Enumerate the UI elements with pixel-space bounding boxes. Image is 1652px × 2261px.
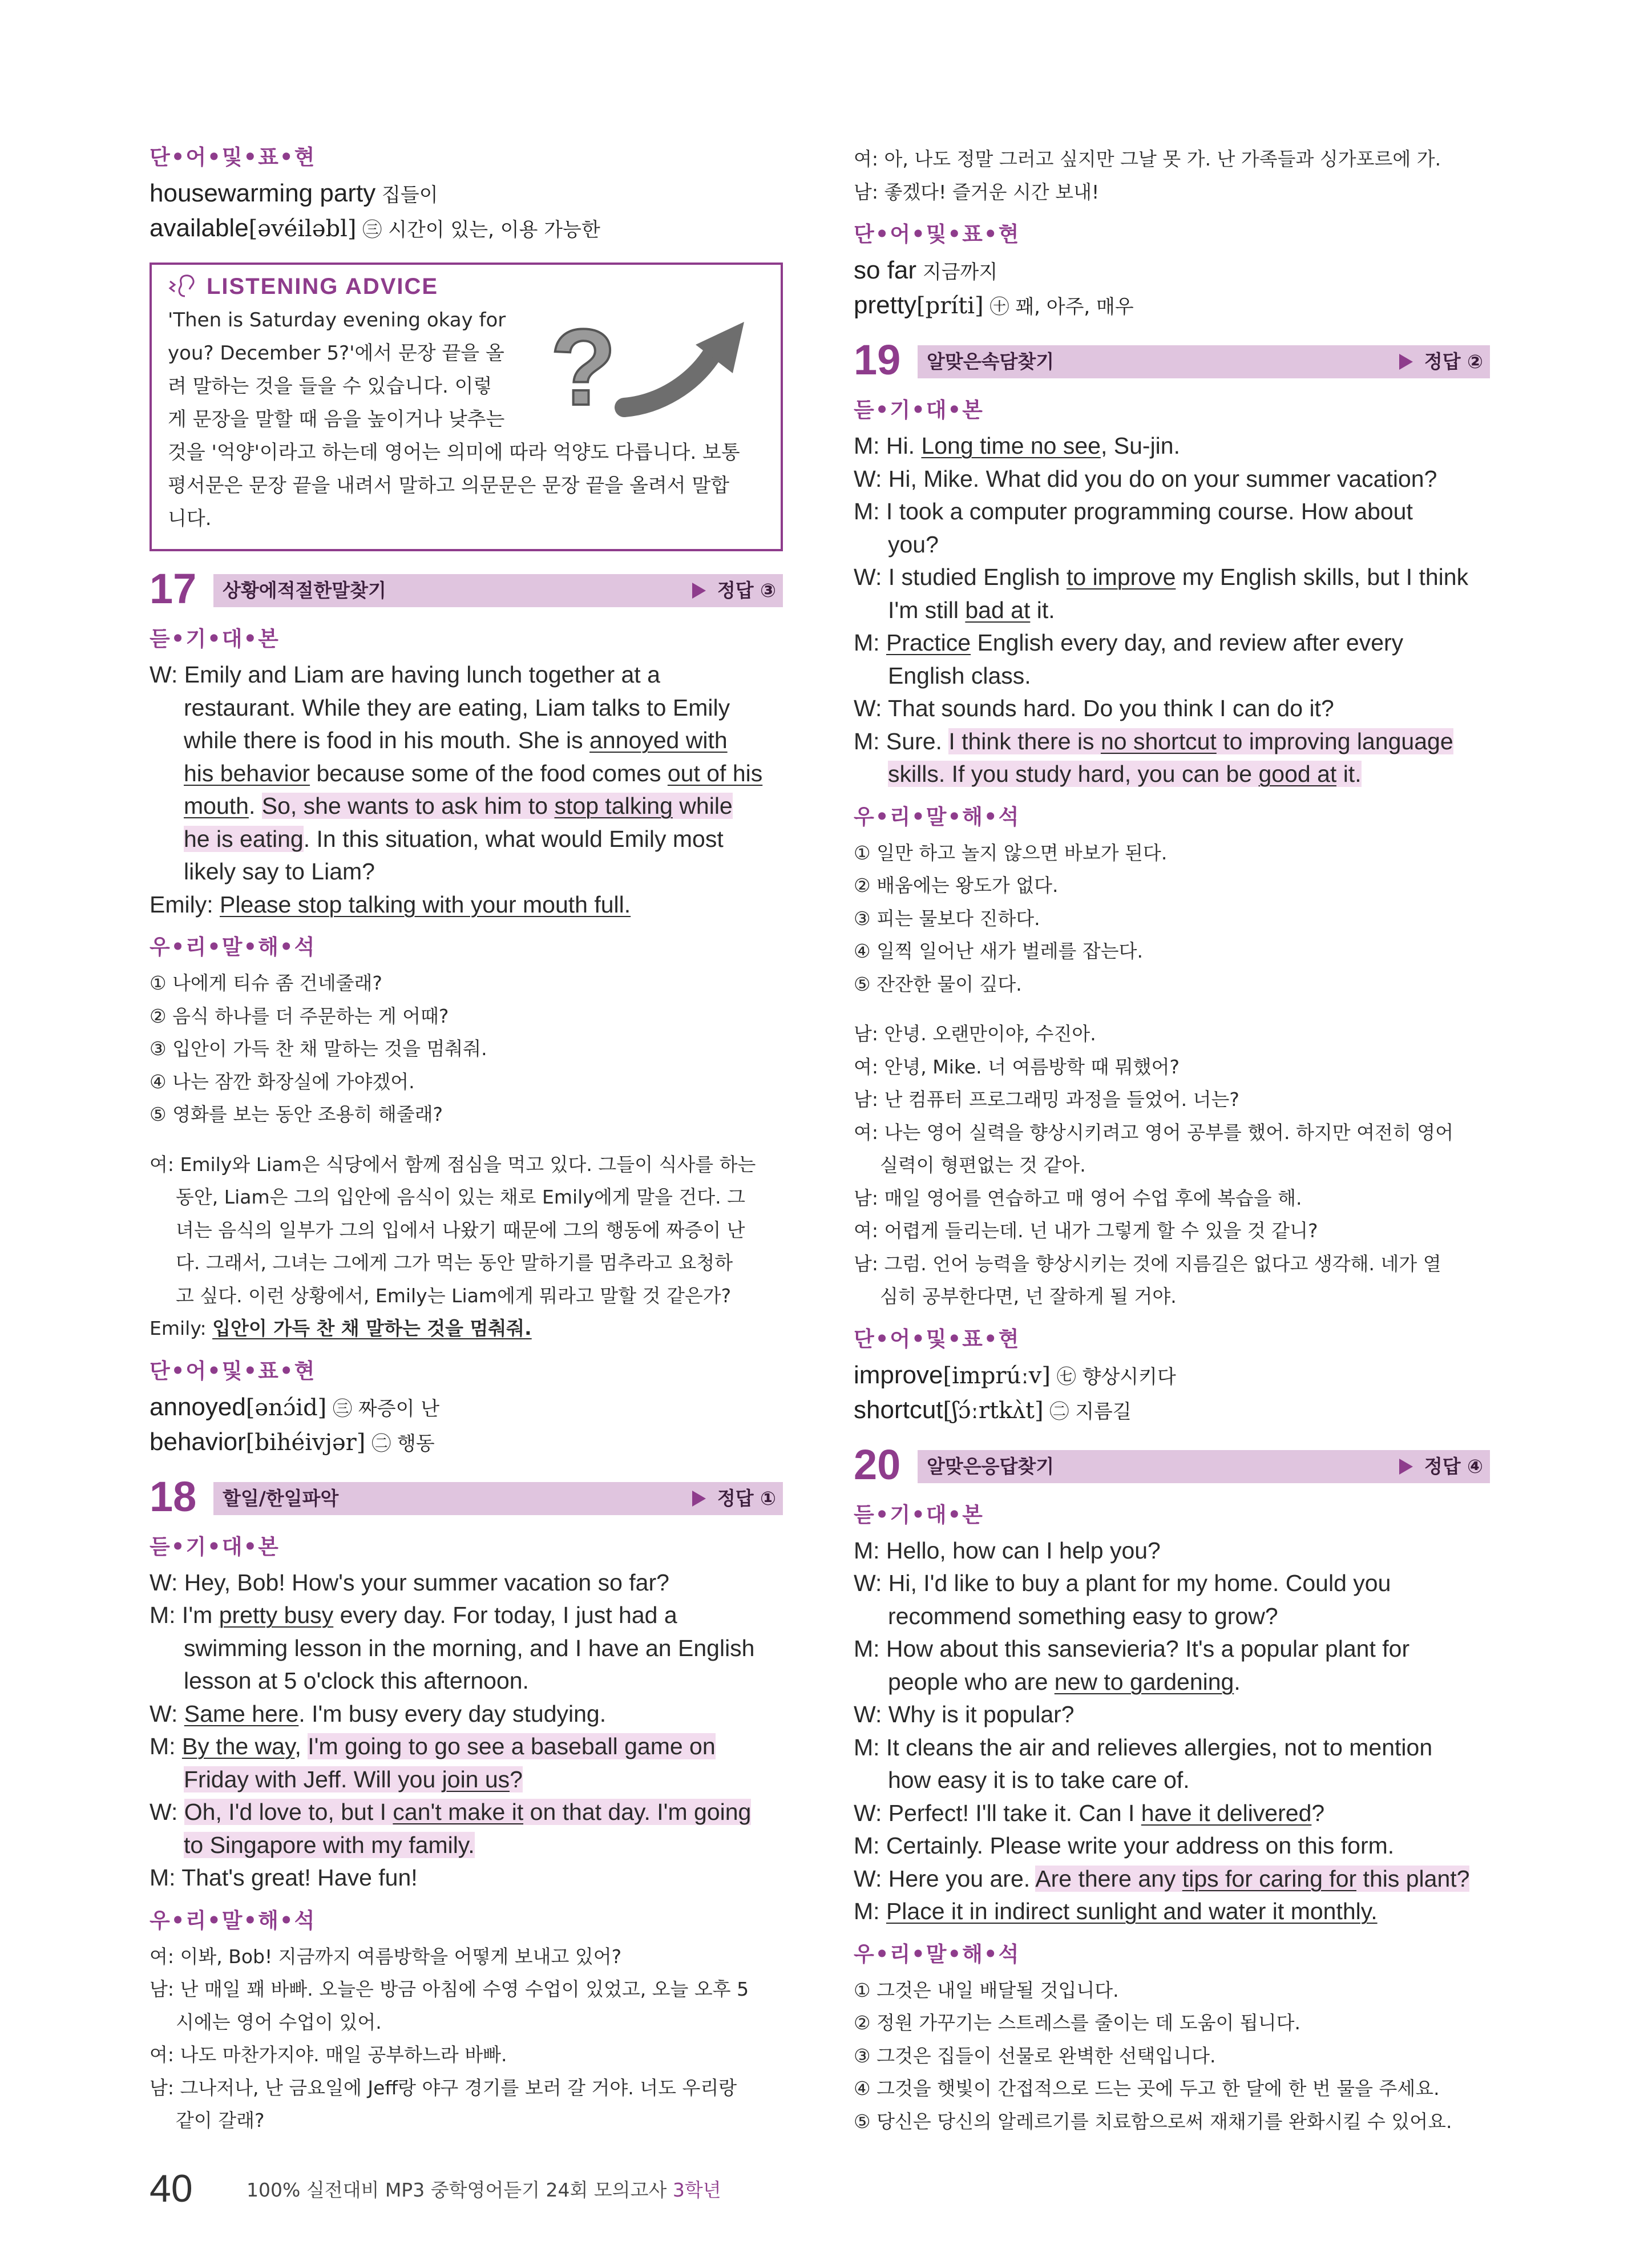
text-line [854,1666,1490,1699]
text-span: M: Certainly. Please write your address on this form. [854,1832,1395,1859]
text-span: W: I studied English [854,564,1067,590]
text-span: 심히 공부한다면, 넌 잘하게 될 거야. [880,1285,1177,1307]
underlined-text: Long time no see [921,433,1101,459]
vocab-entry [150,177,783,212]
text-line [150,1599,783,1632]
answer-label [692,1482,776,1515]
vocab-entry [150,212,783,247]
text-line [854,463,1490,496]
text-span: 같이 갈래? [176,2109,265,2131]
text-span: 여: 어렵게 들리는데. 넌 내가 그렇게 할 수 있을 것 같니? [854,1220,1318,1242]
text-line [150,757,783,790]
text-line [150,823,783,856]
text-line [854,1018,1490,1051]
text-line [854,528,1490,562]
text-line [854,1895,1490,1928]
text-line [854,1830,1490,1863]
text-span: 남: 난 컴퓨터 프로그래밍 과정을 들었어. 너는? [854,1088,1239,1111]
vocab-meaning: ㊂ 짜증이 난 [326,1397,440,1420]
underlined-text: have it delivered [1141,1799,1312,1826]
highlighted-text: stop talking [554,793,673,819]
highlighted-text: tips for caring for [1182,1865,1357,1892]
vocab-phonetic: [əvéiləbl] [248,216,357,242]
text-line [150,1862,783,1895]
ear-icon [168,273,200,300]
vocab-label: 단•어•및•표•현 [854,1326,1020,1351]
question-number: 18 [150,1472,197,1520]
vocab-entry [150,1426,783,1460]
vocab-phonetic: [bihéivjər] [245,1429,366,1456]
question-arrow-illustration [539,310,767,425]
text-span: W: Emily and Liam are having lunch together at a [150,661,660,688]
text-line [150,1566,783,1600]
q20-options [854,1974,1490,2138]
text-span: swimming lesson in the morning, and I have an English [184,1634,755,1661]
book-title [247,2176,721,2205]
text-line [150,1246,783,1279]
text-line [854,692,1490,725]
text-span: ? [1311,1799,1325,1826]
text-line [150,724,783,757]
highlighted-text: to improving language [1216,728,1453,754]
underlined-text: pretty busy [219,1602,334,1628]
text-line [150,2104,783,2137]
text-line [854,1797,1490,1830]
answer-option: ⑤ 잔잔한 물이 깊다. [854,972,1022,995]
text-span: how easy it is to take care of. [888,1767,1190,1793]
advice-line: 려 말하는 것을 들을 수 있습니다. 이렇 [168,375,492,398]
vocab-phonetic: [ʃɔ́ːrtkʌ̀t] [943,1397,1044,1424]
text-span: M: How about this sansevieria? It's a popular plant for [854,1636,1410,1662]
text-line [854,1567,1490,1600]
answer-option: ① 나에게 티슈 좀 건네줄래? [150,972,382,994]
vocab-meaning: ㊆ 향상시키다 [1051,1365,1176,1388]
text-line [150,1312,783,1345]
text-line [150,1763,783,1796]
vocab-meaning: 지금까지 [916,261,998,284]
answer-option: ③ 그것은 집들이 선물로 완벽한 선택입니다. [854,2044,1216,2067]
underlined-text: 입안이 가득 찬 채 말하는 것을 멈춰줘. [212,1317,532,1339]
vocab-word: so far [854,256,917,284]
highlighted-text: no shortcut [1100,728,1217,754]
text-line [854,1051,1490,1084]
text-line [854,1764,1490,1797]
text-span: it. [1030,596,1055,623]
question-19-header [854,336,1490,385]
text-span: M: It cleans the air and relieves allergies, not to mention [854,1734,1433,1761]
left-column [150,143,783,2137]
answer-option: ④ 일찍 일어난 새가 벌레를 잡는다. [854,940,1143,962]
listening-advice-heading [168,269,765,304]
vocab-entry [854,289,1490,324]
advice-line: 'Then is Saturday evening okay for [168,309,506,332]
text-line [854,430,1490,463]
text-span: W: [150,1700,184,1727]
triangle-icon [692,1491,706,1507]
text-span: M: [854,629,886,656]
question-type: 할일/한일파악 [223,1487,339,1509]
highlighted-text: So, she wants to ask him to [261,793,555,819]
vocab-meaning: ㊁ 지름길 [1043,1400,1132,1423]
vocab-label: 단•어•및•표•현 [854,222,1020,247]
triangle-icon [1399,1459,1413,1475]
text-span: W: Hey, Bob! How's your summer vacation so far? [150,1569,669,1596]
question-type: 상황에적절한말찾기 [223,579,386,601]
underlined-text: Place it in indirect sunlight and water it monthly. [886,1898,1378,1924]
text-span: 남: 그나저나, 난 금요일에 Jeff랑 야구 경기를 보러 갈 거야. 너도 우리랑 [150,2076,737,2099]
text-span: 녀는 음식의 일부가 그의 입에서 나왔기 때문에 그의 행동에 짜증이 난 [176,1218,745,1241]
text-span: W: Hi, I'd like to buy a plant for my home. Could you [854,1570,1391,1596]
question-18-header [150,1472,783,1522]
question-number: 20 [854,1440,901,1488]
text-span: you? [888,531,939,558]
text-span: restaurant. While they are eating, Liam talks to Emily [184,694,730,721]
q17-vocab [150,1391,783,1460]
text-span: Emily: [150,1317,213,1339]
text-line [854,1083,1490,1116]
text-line [854,1116,1490,1149]
highlighted-text: ? [510,1766,523,1792]
vocab-entry [854,254,1490,289]
text-span: 실력이 형편없는 것 같아. [880,1154,1086,1176]
answer-label [1399,345,1483,378]
answer-label [1399,1450,1483,1483]
text-span: English every day, and review after every [971,629,1404,656]
underlined-text: his behavior [184,760,310,786]
answer-option: ⑤ 당신은 당신의 알레르기를 치료함으로써 재채기를 완화시킬 수 있어요. [854,2110,1452,2133]
question-20-header [854,1440,1490,1490]
text-line [854,1600,1490,1633]
vocab-meaning: 집들이 [375,184,438,207]
text-line [854,660,1490,693]
underlined-text: new to gardening [1054,1668,1234,1695]
text-line [150,1665,783,1698]
vocab-entry [854,1359,1490,1394]
text-line [150,2038,783,2072]
text-line [150,1279,783,1313]
text-span: W: Perfect! I'll take it. Can I [854,1799,1141,1826]
vocab-entry [150,1391,783,1426]
text-line [150,1181,783,1214]
answer-text: 정답 ① [717,1487,776,1509]
text-span: 여: 이봐, Bob! 지금까지 여름방학을 어떻게 보내고 있어? [150,1945,622,1968]
text-span: 여: 아, 나도 정말 그러고 싶지만 그날 못 가. 난 가족들과 싱가포르에 가. [854,148,1441,170]
text-span: 시에는 영어 수업이 있어. [176,2010,382,2033]
script-label: 듣•기•대•본 [854,398,984,422]
listening-advice-title: LISTENING ADVICE [207,274,439,299]
vocab-word: improve [854,1360,943,1389]
text-span: 동안, Liam은 그의 입안에 음식이 있는 채로 Emily에게 말을 건다. 그 [176,1186,745,1208]
text-span: 고 싶다. 이런 상황에서, Emily는 Liam에게 뭐라고 말할 것 같은가? [176,1284,732,1307]
vocab-meaning: ㊁ 행동 [365,1432,435,1455]
text-line [854,1247,1490,1281]
question-type: 알맞은응답찾기 [927,1455,1055,1477]
text-span: likely say to Liam? [184,858,375,885]
text-span: 다. 그래서, 그녀는 그에게 그가 먹는 동안 말하기를 멈추라고 요청하 [176,1251,733,1274]
q18-script [150,1566,783,1895]
answer-option: ① 일만 하고 놀지 않으면 바보가 된다. [854,841,1168,864]
vocab-meaning: ㊂ 시간이 있는, 이용 가능한 [356,219,600,241]
triangle-icon [1399,354,1413,370]
text-span: 여: Emily와 Liam은 식당에서 함께 점심을 먹고 있다. 그들이 식사를 하는 [150,1153,756,1176]
highlighted-text: good at [1258,761,1337,787]
vocab-word: behavior [150,1427,246,1456]
text-span: M: Hi. [854,433,922,459]
underlined-text: Practice [886,629,971,656]
text-line [854,1280,1490,1313]
q18-translation [150,1940,783,2137]
text-line [150,1632,783,1665]
answer-label [692,574,776,607]
q17-options [150,967,783,1131]
question-mark-icon: ? [550,310,617,425]
book-name: 100% 실전대비 MP3 중학영어듣기 24회 모의고사 [247,2179,667,2201]
text-line [150,1214,783,1247]
text-line [854,1863,1490,1896]
vocab-section [150,143,783,247]
highlighted-text: it. [1336,761,1362,787]
grade-label: 3학년 [672,2179,721,2201]
text-span: 여: 나도 마찬가지야. 매일 공부하느라 바빠. [150,2044,507,2066]
vocab-label: 단•어•및•표•현 [150,1358,316,1383]
text-span: M: [854,1898,886,1924]
text-line [150,889,783,922]
text-line [854,1698,1490,1731]
q18-translation-continued [854,143,1490,208]
vocab-label: 단•어•및•표•현 [150,145,316,169]
translation-label: 우•리•말•해•석 [854,1941,1020,1967]
q17-script [150,659,783,921]
text-span: . [248,793,262,819]
text-line [150,790,783,823]
q19-translation [854,1018,1490,1313]
q20-script [854,1535,1490,1928]
answer-option: ① 그것은 내일 배달될 것입니다. [854,1979,1119,2001]
answer-option: ④ 그것을 햇빛이 간접적으로 드는 곳에 두고 한 달에 한 번 물을 주세요. [854,2077,1440,2100]
translation-label: 우•리•말•해•석 [150,935,316,959]
text-span: lesson at 5 o'clock this afternoon. [184,1668,529,1694]
text-line [854,176,1490,209]
text-span: 남: 좋겠다! 즐거운 시간 보내! [854,180,1100,203]
text-span: M: [150,1733,182,1759]
text-line [854,758,1490,791]
text-line [854,1214,1490,1247]
text-line [150,855,783,889]
advice-line: 것을 '억양'이라고 하는데 영어는 의미에 따라 억양도 다릅니다. 보통 [168,441,740,464]
question-type: 알맞은속담찾기 [927,350,1055,373]
text-span: English class. [888,662,1031,689]
underlined-text: bad at [965,596,1031,623]
script-label: 듣•기•대•본 [854,1502,984,1527]
text-span: people who are [888,1668,1055,1695]
q19-options [854,837,1490,1001]
advice-line: 게 문장을 말할 때 음을 높이거나 낮추는 [168,408,505,431]
triangle-icon [692,583,706,599]
text-span: M: I'm [150,1602,219,1628]
answer-option: ② 배움에는 왕도가 없다. [854,874,1059,897]
advice-line: you? December 5?'에서 문장 끝을 올 [168,342,504,365]
text-line [854,627,1490,660]
text-line [150,1698,783,1731]
underlined-text: mouth [184,793,249,819]
highlighted-text: can't make it [393,1799,524,1825]
underlined-text: Same here [184,1700,299,1727]
text-line [854,1731,1490,1765]
rising-arrow-icon [624,322,744,407]
vocab-word: available [150,214,249,242]
q19-vocab [854,1359,1490,1428]
advice-line: 니다. [168,507,212,530]
text-span: recommend something easy to grow? [888,1602,1278,1629]
text-line [150,1148,783,1181]
text-span: 남: 그럼. 언어 능력을 향상시키는 것에 지름길은 없다고 생각해. 네가 열 [854,1252,1441,1275]
underlined-text: annoyed with [589,727,728,753]
question-number: 19 [854,336,901,383]
text-span: W: [150,1799,184,1825]
text-span: M: Sure. [854,728,949,754]
text-line [854,561,1490,594]
text-span: because some of the food comes [310,760,668,786]
underlined-text: By the way [181,1733,295,1759]
answer-option: ③ 피는 물보다 진하다. [854,907,1040,930]
highlighted-text: skills. If you study hard, you can be [888,761,1259,787]
text-line [854,495,1490,528]
text-span: every day. For today, I just had a [333,1602,677,1628]
text-line [854,143,1490,176]
text-span: . I'm busy every day studying. [298,1700,607,1727]
text-span: my English skills, but I think [1176,564,1469,590]
answer-option: ④ 나는 잠깐 화장실에 가야겠어. [150,1070,415,1093]
answer-text: 정답 ② [1424,350,1483,373]
answer-option: ② 정원 가꾸기는 스트레스를 줄이는 데 도움이 됩니다. [854,2012,1300,2034]
text-line [150,1829,783,1862]
text-span: Emily: [150,891,220,918]
highlighted-text: Are there any [1035,1865,1182,1892]
page-number: 40 [150,2167,193,2210]
answer-option: ③ 입안이 가득 찬 채 말하는 것을 멈춰줘. [150,1037,487,1060]
answer-text: 정답 ④ [1424,1455,1483,1477]
highlighted-text: on that day. I'm going [523,1799,752,1825]
highlighted-text: he is eating [184,825,304,852]
question-number: 17 [150,565,197,612]
answer-option: ② 음식 하나를 더 주문하는 게 어때? [150,1004,449,1027]
text-line [150,2006,783,2039]
text-line [854,1149,1490,1182]
vocab-word: annoyed [150,1392,246,1421]
script-label: 듣•기•대•본 [150,1534,280,1559]
text-line [150,1730,783,1763]
listening-advice-box [150,263,783,551]
vocab-list [150,177,783,247]
vocab-entry [854,1394,1490,1428]
text-line [150,1973,783,2006]
translation-label: 우•리•말•해•석 [150,1908,316,1933]
answer-text: 정답 ③ [717,579,776,601]
vocab-phonetic: [ənɔ́id] [245,1394,327,1421]
highlighted-text: join us [442,1766,510,1792]
text-line [854,1182,1490,1215]
vocab-word: shortcut [854,1395,943,1424]
text-span: I'm still [888,596,966,623]
text-line [150,1940,783,1973]
vocab-phonetic: [imprúːv] [943,1362,1051,1389]
text-span: , Su-jin. [1100,433,1180,459]
text-span: W: That sounds hard. Do you think I can do it? [854,695,1334,721]
highlighted-text: this plant? [1356,1865,1470,1892]
text-line [150,1796,783,1829]
underlined-text: to improve [1066,564,1176,590]
vocab-meaning: ㊉ 꽤, 아주, 매우 [983,296,1134,318]
text-line [854,594,1490,627]
text-span: M: I took a computer programming course. How about [854,498,1413,524]
text-span: 남: 안녕. 오랜만이야, 수진아. [854,1023,1096,1045]
text-line [854,1535,1490,1568]
text-span: while there is food in his mouth. She is [184,727,590,753]
text-line [150,659,783,692]
vocab-word: housewarming party [150,179,376,207]
highlighted-text: to Singapore with my family. [184,1831,475,1858]
text-span: W: Here you are. [854,1865,1036,1892]
underlined-text: out of his [667,760,763,786]
text-line [854,1633,1490,1666]
text-span: . In this situation, what would Emily most [303,825,724,852]
text-line [150,692,783,725]
answer-option: ⑤ 영화를 보는 동안 조용히 해줄래? [150,1103,443,1125]
underlined-text: Please stop talking with your mouth full. [220,891,631,918]
text-line [854,725,1490,758]
highlighted-text: I'm going to go see a baseball game on [308,1733,716,1759]
q19-script [854,430,1490,791]
highlighted-text: while [672,793,733,819]
highlighted-text: Oh, I'd love to, but I [184,1799,393,1825]
right-column [854,143,1490,2138]
highlighted-text: I think there is [948,728,1101,754]
highlighted-text: Friday with Jeff. Will you [184,1766,442,1792]
q18-vocab [854,254,1490,324]
text-span: 남: 난 매일 꽤 바빠. 오늘은 방금 아침에 수영 수업이 있었고, 오늘 오후 5 [150,1978,749,2000]
question-17-header [150,565,783,614]
script-label: 듣•기•대•본 [150,627,280,651]
advice-line: 평서문은 문장 끝을 내려서 말하고 의문문은 문장 끝을 올려서 말합 [168,474,730,497]
text-line [150,2072,783,2105]
vocab-word: pretty [854,291,917,319]
text-span: , [294,1733,308,1759]
text-span: 남: 매일 영어를 연습하고 매 영어 수업 후에 복습을 해. [854,1186,1302,1209]
vocab-phonetic: [príti] [916,293,984,319]
text-span: M: That's great! Have fun! [150,1864,418,1891]
text-span: M: Hello, how can I help you? [854,1537,1161,1564]
translation-label: 우•리•말•해•석 [854,804,1020,829]
q17-translation [150,1148,783,1345]
text-span: W: Hi, Mike. What did you do on your summer vacation? [854,465,1437,492]
text-span: . [1234,1668,1241,1695]
text-span: 여: 나는 영어 실력을 향상시키려고 영어 공부를 했어. 하지만 여전히 영어 [854,1121,1453,1144]
text-span: 여: 안녕, Mike. 너 여름방학 때 뭐했어? [854,1055,1180,1078]
text-span: W: Why is it popular? [854,1701,1075,1727]
